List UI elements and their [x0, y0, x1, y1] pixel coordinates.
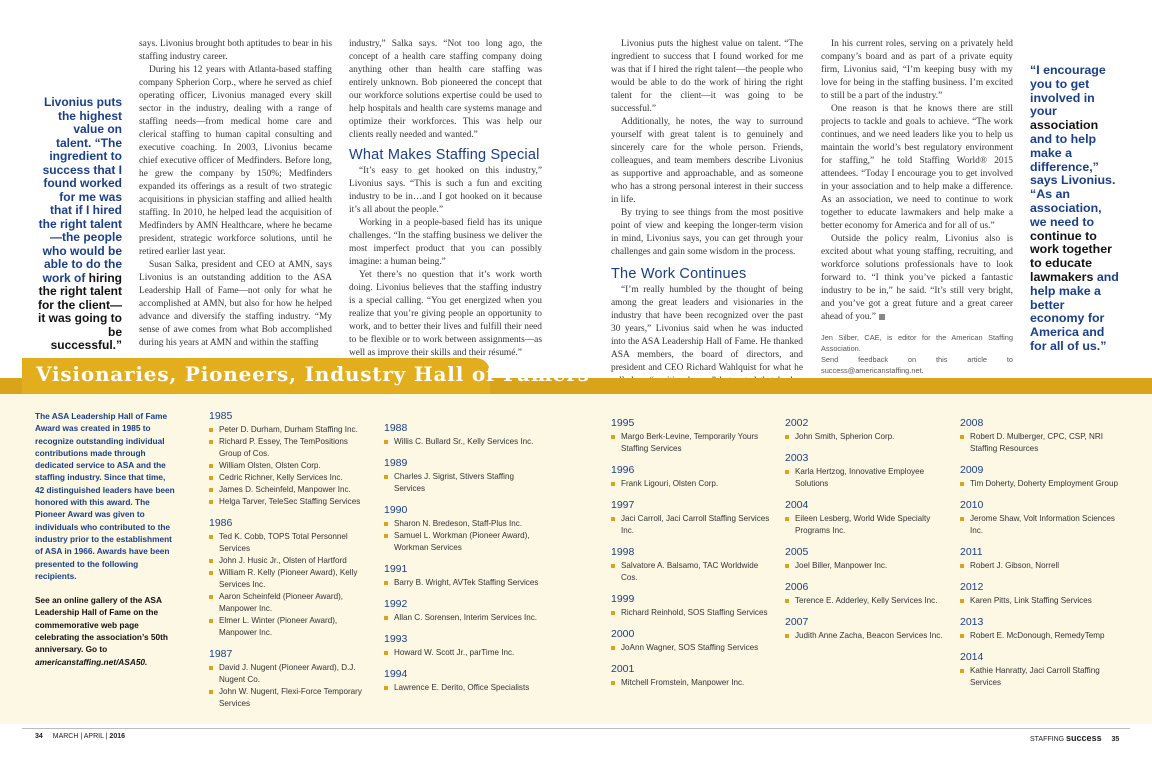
hof-year: 1992	[384, 598, 408, 610]
article-column-4	[821, 38, 1013, 387]
hof-inductee: James D. Scheinfeld, Manpower Inc.	[209, 484, 369, 496]
hof-inductee: Kathie Hanratty, Jaci Carroll Staffing Services	[960, 665, 1125, 689]
hof-year: 2014	[960, 651, 984, 663]
page-number-left: 34	[35, 733, 43, 740]
hof-inductee: John J. Husic Jr., Olsten of Hartford	[209, 555, 369, 567]
hof-column-3	[611, 417, 771, 698]
hof-year: 2013	[960, 616, 984, 628]
hof-inductee: Richard P. Essey, The TemPositions Group of Cos.	[209, 436, 369, 460]
article-column-3	[611, 38, 803, 401]
hof-inductee: Elmer L. Winter (Pioneer Award), Manpower Inc.	[209, 615, 369, 639]
hof-entry	[785, 616, 945, 642]
hof-year: 1986	[209, 517, 233, 529]
hof-column-5	[960, 417, 1125, 698]
paragraph: says. Livonius brought both aptitudes to bear in his staffing industry career.	[139, 39, 332, 62]
article-column-2	[349, 38, 542, 360]
hof-entry	[960, 417, 1125, 455]
paragraph: By trying to see things from the most positive point of view and keeping the longer-term vision in mind, Livonius says, you can get through your challenges and gain some wisdom in the process.	[611, 208, 803, 257]
subheading-the-work-continues: The Work Continues	[611, 266, 747, 282]
hof-inductee: Jerome Shaw, Volt Information Sciences Inc.	[960, 513, 1125, 537]
hof-year: 1997	[611, 499, 635, 511]
hof-inductee: JoAnn Wagner, SOS Staffing Services	[611, 642, 771, 654]
footer-left	[35, 733, 125, 740]
paragraph: During his 12 years with Atlanta-based staffing company Spherion Corp., where he served as chief operating officer, Livonius managed every skill sector in the industry, dealing with a range of staffing needs—from medical home care and clerical staffing to human capital consulting and executive coaching. In 2003, Livonius became chief executive officer of Medfinders. Before long, he grew the company by 150%; Medfinders expanded its offerings as a result of two strategic acquisitions in physician staffing and allied health staffing. In 2010, he helped lead the acquisition of Medfinders by AMN Healthcare, where he became president, strategic workforce solutions, until he retired earlier last year.	[139, 65, 332, 257]
hof-entry	[384, 422, 544, 448]
hof-entry	[785, 417, 945, 443]
paragraph: Livonius puts the highest value on talent. “The ingredient to success that I found worked for me was that if I hired the right talent—the people who would be able to do the work of hiring the right talent for the client—it was going to be successful.”	[611, 39, 803, 114]
footer-rule	[22, 728, 1130, 729]
hof-inductee: Terence E. Adderley, Kelly Services Inc.	[785, 595, 945, 607]
hof-inductee: Ted K. Cobb, TOPS Total Personnel Services	[209, 531, 369, 555]
article-column-1	[139, 38, 332, 350]
subheading-what-makes-staffing-special: What Makes Staffing Special	[349, 147, 540, 163]
hof-inductee: Lawrence E. Derito, Office Specialists	[384, 682, 544, 694]
credit-line: Send feedback on this article to success@americanstaffing.net.	[821, 355, 1013, 375]
hof-column-4	[785, 417, 945, 651]
hof-inductee: Karen Pitts, Link Staffing Services	[960, 595, 1125, 607]
hof-entry	[785, 546, 945, 572]
hof-year: 1999	[611, 593, 635, 605]
hof-entry	[611, 499, 771, 537]
pull-quote-left-text: Livonius puts the highest value on talent. “The ingredient to success that I found worked for me was that if I hired the right talent—the people who would be able to do the work of	[38, 95, 122, 285]
hof-inductee: Joel Biller, Manpower Inc.	[785, 560, 945, 572]
hof-entry	[611, 546, 771, 584]
hof-inductee: Sharon N. Bredeson, Staff-Plus Inc.	[384, 518, 544, 530]
paragraph: “I’m really humbled by the thought of being among the great leaders and visionaries in the industry that have been recognized over the past 30 years,” Livonius said when he was inducted into the ASA Leadership Hall of Fame. He thanked ASA members, the board of directors, and president and CEO Richard Wahlquist for what he	[611, 285, 803, 373]
hof-inductee: Tim Doherty, Doherty Employment Group	[960, 478, 1125, 490]
hof-inductee: Frank Ligouri, Olsten Corp.	[611, 478, 771, 490]
hof-inductee: Willis C. Bullard Sr., Kelly Services Inc.	[384, 436, 544, 448]
hof-entry	[384, 633, 544, 659]
pull-quote-right-text: and to help make a difference,” says Livonius. “As an association, we need to	[1030, 131, 1116, 229]
hof-entry	[384, 504, 544, 554]
credit-line: Jen Silber, CAE, is editor for the American Staffing Association.	[821, 333, 1013, 353]
hof-inductee: Robert E. McDonough, RemedyTemp	[960, 630, 1125, 642]
hof-entry	[960, 651, 1125, 689]
pull-quote-right-text: and help make a better economy for America and for all of us.”	[1030, 269, 1119, 353]
pull-quote-right-emphasis: association	[1030, 118, 1099, 133]
hof-entry	[960, 499, 1125, 537]
hof-year: 1988	[384, 422, 408, 434]
hof-inductee: Allan C. Sorensen, Interim Services Inc.	[384, 612, 544, 624]
paragraph: Yet there’s no question that it’s work worth doing. Livonius believes that the staffing industry is a special calling. “You get energized when you realize that you’re giving people an opportunity to work, and to better their lives and fulfill their need to be flexible or to work between assignments—as well as improve their skills and their résumé.”	[349, 270, 542, 358]
hof-inductee: Howard W. Scott Jr., parTime Inc.	[384, 647, 544, 659]
hof-entry	[785, 581, 945, 607]
hof-year: 2002	[785, 417, 809, 429]
hof-column-1	[209, 410, 369, 719]
pull-quote-right	[1030, 64, 1120, 354]
hof-year: 2007	[785, 616, 809, 628]
hof-year: 2009	[960, 464, 984, 476]
hof-entry	[611, 464, 771, 490]
hof-year: 2003	[785, 452, 809, 464]
hof-entry	[960, 616, 1125, 642]
hof-year: 2008	[960, 417, 984, 429]
hof-inductee: Samuel L. Workman (Pioneer Award), Workman Services	[384, 530, 544, 554]
hof-year: 1989	[384, 457, 408, 469]
hof-inductee: Charles J. Sigrist, Stivers Staffing Services	[384, 471, 544, 495]
hof-year: 2010	[960, 499, 984, 511]
pull-quote-left-emphasis: hiring the right talent for the client—it was going to be successful.”	[37, 270, 122, 352]
hof-inductee: William Olsten, Olsten Corp.	[209, 460, 369, 472]
pull-quote-left	[36, 96, 122, 353]
hof-entry	[384, 563, 544, 589]
hof-entry	[209, 410, 369, 508]
magazine-name-bold: success	[1066, 733, 1102, 743]
paragraph: In his current roles, serving on a privately held company’s board and as part of a private equity firm, Livonius said, “I’m keeping busy with my love for being in the staffing business. I’m excited to still be a part of the industry.”	[821, 39, 1013, 101]
hof-inductee: David J. Nugent (Pioneer Award), D.J. Nugent Co.	[209, 662, 369, 686]
end-mark-icon	[879, 314, 885, 320]
hof-inductee: Jaci Carroll, Jaci Carroll Staffing Services Inc.	[611, 513, 771, 537]
magazine-name: STAFFING	[1030, 736, 1067, 743]
issue-label: MARCH | APRIL |	[52, 733, 110, 740]
hof-inductee: William R. Kelly (Pioneer Award), Kelly Services Inc.	[209, 567, 369, 591]
hof-inductee: Aaron Scheinfeld (Pioneer Award), Manpower Inc.	[209, 591, 369, 615]
hof-entry	[384, 598, 544, 624]
gallery-text: See an online gallery of the ASA Leadership Hall of Fame on the commemorative web page celebrating the association’s 50th anniversary. Go to	[35, 595, 168, 655]
hof-inductee: Robert D. Mulberger, CPC, CSP, NRI Staffing Resources	[960, 431, 1125, 455]
hof-inductee: Robert J. Gibson, Norrell	[960, 560, 1125, 572]
hof-year: 1991	[384, 563, 408, 575]
paragraph: “It’s easy to get hooked on this industry,” Livonius says. “This is such a fun and exciting industry to be in…and I got hooked on it because it’s all about the people.”	[349, 166, 542, 215]
hof-inductee: Eileen Lesberg, World Wide Specialty Programs Inc.	[785, 513, 945, 537]
hof-year: 2005	[785, 546, 809, 558]
hof-year: 1996	[611, 464, 635, 476]
hof-entry	[785, 452, 945, 490]
paragraph: industry,” Salka says. “Not too long ago, the concept of a health care staffing company doing anything other than health care staffing was entirely unknown. Bob pioneered the concept that our workforce solutions expertise could be used to help hospitals and health care systems manage and optimize their workforces. This was help our clients really needed and wanted.”	[349, 39, 542, 140]
hof-inductee: John Smith, Spherion Corp.	[785, 431, 945, 443]
hof-entry	[960, 581, 1125, 607]
hof-inductee: Richard Reinhold, SOS Staffing Services	[611, 607, 771, 619]
hof-year: 1995	[611, 417, 635, 429]
hof-entry	[384, 668, 544, 694]
hof-year: 1993	[384, 633, 408, 645]
intro-text: The ASA Leadership Hall of Fame Award was created in 1985 to recognize outstanding individual contributions made through dedicated service to ASA and the staffing industry. Since that time, 42 distinguished leaders have been honored with this award. The Pioneer Award was given to individuals who contributed to the industry prior to the establishment of ASA in 1966. Awards have been presented to the following recipients.	[35, 411, 175, 581]
hof-column-2	[384, 422, 544, 703]
footer-right	[1030, 733, 1119, 743]
hof-entry	[611, 417, 771, 455]
hof-inductee: Judith Anne Zacha, Beacon Services Inc.	[785, 630, 945, 642]
issue-year: 2016	[109, 733, 125, 740]
hof-entry	[384, 457, 544, 495]
hof-entry	[209, 517, 369, 639]
hof-inductee: Salvatore A. Balsamo, TAC Worldwide Cos.	[611, 560, 771, 584]
hof-year: 2006	[785, 581, 809, 593]
hof-inductee: Peter D. Durham, Durham Staffing Inc.	[209, 424, 369, 436]
paragraph: One reason is that he knows there are still projects to tackle and goals to achieve. “The work continues, and we need leaders like you to help us maintain the world’s best regulatory environment for staffing,” he told Staffing World® 2015 attendees. “Today I encourage you to get involved in your association and to help make a difference. As an association, we need to continue to work together to educate lawmakers and help make a better economy for America and for all of us.”	[821, 104, 1013, 231]
hof-entry	[611, 663, 771, 689]
hall-of-fame-intro	[35, 410, 175, 668]
paragraph: Working in a people-based field has its unique challenges. “In the staffing business we deliver the most imperfect product that you can possibly imagine: a human being.”	[349, 218, 542, 267]
hof-inductee: John W. Nugent, Flexi-Force Temporary Services	[209, 686, 369, 710]
hof-year: 1990	[384, 504, 408, 516]
hof-entry	[960, 546, 1125, 572]
hof-entry	[611, 593, 771, 619]
hof-entry	[960, 464, 1125, 490]
hof-year: 1998	[611, 546, 635, 558]
gallery-note	[35, 594, 175, 668]
page-number-right: 35	[1111, 736, 1120, 743]
hof-year: 1985	[209, 410, 233, 422]
hof-inductee: Karla Hertzog, Innovative Employee Solutions	[785, 466, 945, 490]
hof-entry	[209, 648, 369, 710]
gallery-link[interactable]: americanstaffing.net/ASA50.	[35, 656, 148, 667]
hof-entry	[785, 499, 945, 537]
hof-year: 1987	[209, 648, 233, 660]
hall-of-fame-title: Visionaries, Pioneers, Industry Hall of Famers	[36, 362, 590, 386]
pull-quote-right-emphasis: continue to work together to educate lawmakers	[1030, 228, 1112, 284]
hof-inductee: Mitchell Fromstein, Manpower Inc.	[611, 677, 771, 689]
hof-year: 1994	[384, 668, 408, 680]
hof-inductee: Margo Berk-Levine, Temporarily Yours Staffing Services	[611, 431, 771, 455]
hof-inductee: Cedric Richner, Kelly Services Inc.	[209, 472, 369, 484]
paragraph: Susan Salka, president and CEO at AMN, says Livonius is an outstanding addition to the ASA Leadership Hall of Fame—not only for what he accomplished at AMN, but also for how he helped advance and diversify the staffing industry. “My sense of awe comes from what Bob accomplished during his years at AMN and within the staffing	[139, 260, 332, 348]
hof-year: 2004	[785, 499, 809, 511]
hof-inductee: Helga Tarver, TeleSec Staffing Services	[209, 496, 369, 508]
hof-entry	[611, 628, 771, 654]
paragraph	[821, 233, 1013, 324]
paragraph-text: Outside the policy realm, Livonius also is excited about what young staffing, recruiting, and workforce solutions professionals have to look forward to. “I think you’ve picked a fantastic industry to be in,” he said. “It’s still very bright, and you’ve got a great future and a great career ahead of you.”	[821, 234, 1013, 322]
hof-inductee: Barry B. Wright, AVTek Staffing Services	[384, 577, 544, 589]
hof-year: 2000	[611, 628, 635, 640]
paragraph: Additionally, he notes, the way to surround yourself with great talent is to genuinely and sincerely care for the whole person. Friends, colleagues, and team members describe Livonius as supportive and approachable, and as someone who has a strong personal interest in their success in life.	[611, 117, 803, 205]
hof-year: 2001	[611, 663, 635, 675]
pull-quote-right-text: “I encourage you to get involved in your	[1030, 63, 1106, 119]
hof-year: 2012	[960, 581, 984, 593]
hof-year: 2011	[960, 546, 983, 558]
